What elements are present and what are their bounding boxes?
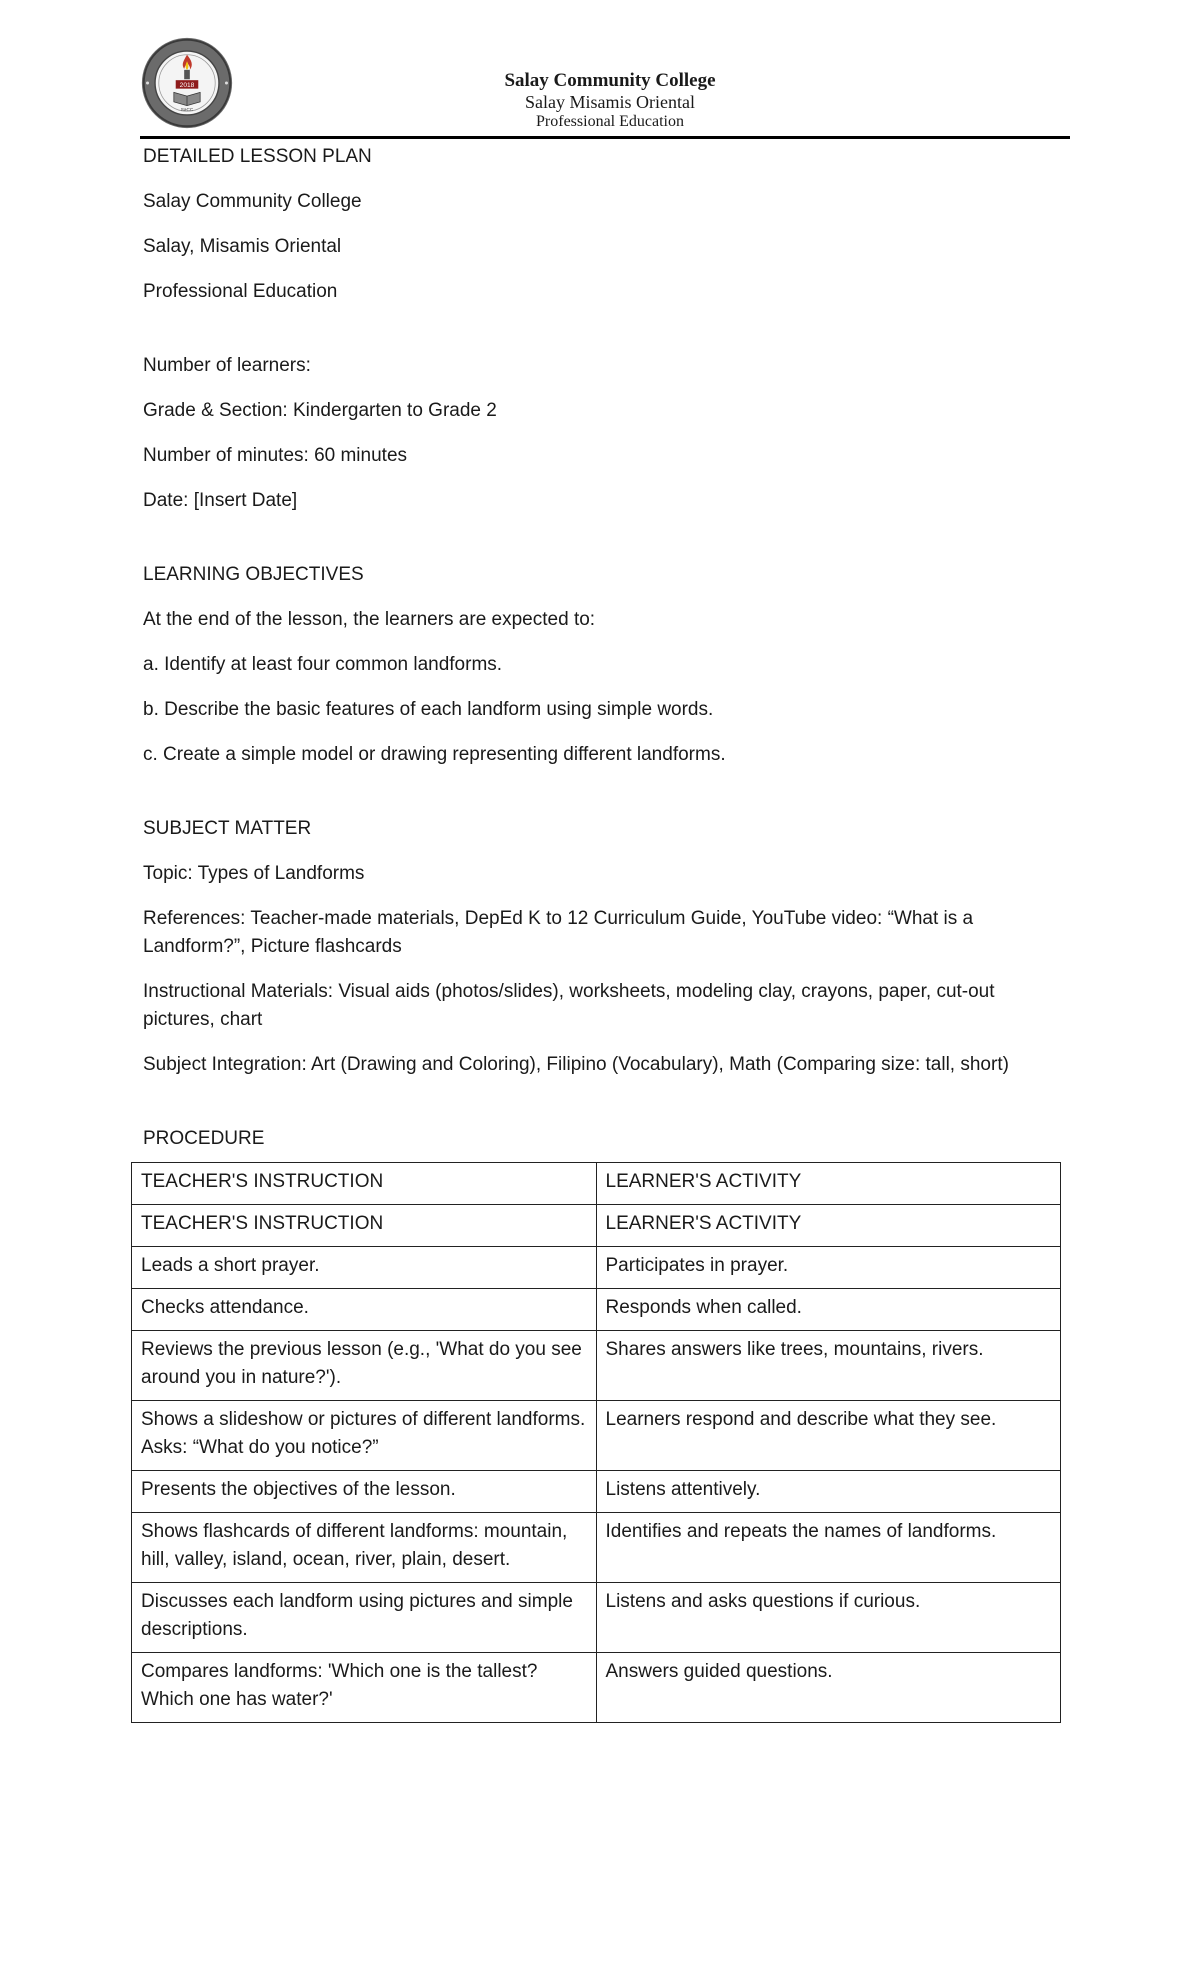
teacher-cell: Reviews the previous lesson (e.g., 'What do you see around you in nature?'). <box>132 1331 597 1401</box>
subject-matter-heading: SUBJECT MATTER <box>143 818 312 839</box>
letterhead-location: Salay Misamis Oriental <box>525 91 695 112</box>
subject-topic: Topic: Types of Landforms <box>143 863 365 884</box>
teacher-cell: Discusses each landform using pictures and simple descriptions. <box>132 1583 597 1653</box>
learner-cell: Identifies and repeats the names of landforms. <box>596 1513 1061 1583</box>
objective-item-a: a. Identify at least four common landforms. <box>143 654 503 675</box>
learner-cell: LEARNER'S ACTIVITY <box>596 1163 1061 1205</box>
teacher-cell: TEACHER'S INSTRUCTION <box>132 1205 597 1247</box>
teacher-cell: TEACHER'S INSTRUCTION <box>132 1163 597 1205</box>
college-seal-icon <box>140 36 234 130</box>
subject-integration: Subject Integration: Art (Drawing and Coloring), Filipino (Vocabulary), Math (Comparing size: tall, short) <box>143 1054 1009 1075</box>
learner-cell: Participates in prayer. <box>596 1247 1061 1289</box>
doc-address: Salay, Misamis Oriental <box>143 236 342 257</box>
table-row <box>132 1247 1061 1289</box>
table-row <box>132 1653 1061 1723</box>
doc-date: Date: [Insert Date] <box>143 490 298 511</box>
objectives-heading: LEARNING OBJECTIVES <box>143 564 364 585</box>
doc-school: Salay Community College <box>143 191 362 212</box>
learner-cell: Answers guided questions. <box>596 1653 1061 1723</box>
seal-abbrev: SaCC <box>180 107 194 113</box>
learner-cell: Responds when called. <box>596 1289 1061 1331</box>
table-row <box>132 1331 1061 1401</box>
subject-references: References: Teacher-made materials, DepEd K to 12 Curriculum Guide, YouTube video: “What is a Landform?”, Picture flashcards <box>143 908 974 957</box>
objective-item-c: c. Create a simple model or drawing representing different landforms. <box>143 744 726 765</box>
learner-cell: Learners respond and describe what they see. <box>596 1401 1061 1471</box>
objectives-intro: At the end of the lesson, the learners are expected to: <box>143 609 596 630</box>
procedure-heading: PROCEDURE <box>143 1128 265 1149</box>
doc-grade-section: Grade & Section: Kindergarten to Grade 2 <box>143 400 497 421</box>
objective-item-b: b. Describe the basic features of each landform using simple words. <box>143 699 714 720</box>
learner-cell: Listens attentively. <box>596 1471 1061 1513</box>
letterhead <box>360 70 860 131</box>
table-row <box>132 1471 1061 1513</box>
table-row <box>132 1163 1061 1205</box>
teacher-cell: Presents the objectives of the lesson. <box>132 1471 597 1513</box>
procedure-table <box>131 1162 1061 1723</box>
teacher-cell: Shows a slideshow or pictures of different landforms. Asks: “What do you notice?” <box>132 1401 597 1471</box>
learner-cell: LEARNER'S ACTIVITY <box>596 1205 1061 1247</box>
doc-department: Professional Education <box>143 281 338 302</box>
header-divider <box>140 136 1070 139</box>
letterhead-department: Professional Education <box>536 112 684 130</box>
letterhead-college: Salay Community College <box>504 70 716 91</box>
teacher-cell: Leads a short prayer. <box>132 1247 597 1289</box>
doc-title: DETAILED LESSON PLAN <box>143 146 372 167</box>
learner-cell: Listens and asks questions if curious. <box>596 1583 1061 1653</box>
teacher-cell: Shows flashcards of different landforms: mountain, hill, valley, island, ocean, river, plain, desert. <box>132 1513 597 1583</box>
subject-materials: Instructional Materials: Visual aids (photos/slides), worksheets, modeling clay, crayons, paper, cut-out pictures, chart <box>143 981 995 1030</box>
table-row <box>132 1513 1061 1583</box>
teacher-cell: Compares landforms: 'Which one is the tallest? Which one has water?' <box>132 1653 597 1723</box>
table-row <box>132 1205 1061 1247</box>
table-row <box>132 1289 1061 1331</box>
learner-cell: Shares answers like trees, mountains, rivers. <box>596 1331 1061 1401</box>
seal-year: 2018 <box>179 81 195 89</box>
teacher-cell: Checks attendance. <box>132 1289 597 1331</box>
doc-learners: Number of learners: <box>143 355 311 376</box>
doc-minutes: Number of minutes: 60 minutes <box>143 445 408 466</box>
table-row <box>132 1583 1061 1653</box>
table-row <box>132 1401 1061 1471</box>
